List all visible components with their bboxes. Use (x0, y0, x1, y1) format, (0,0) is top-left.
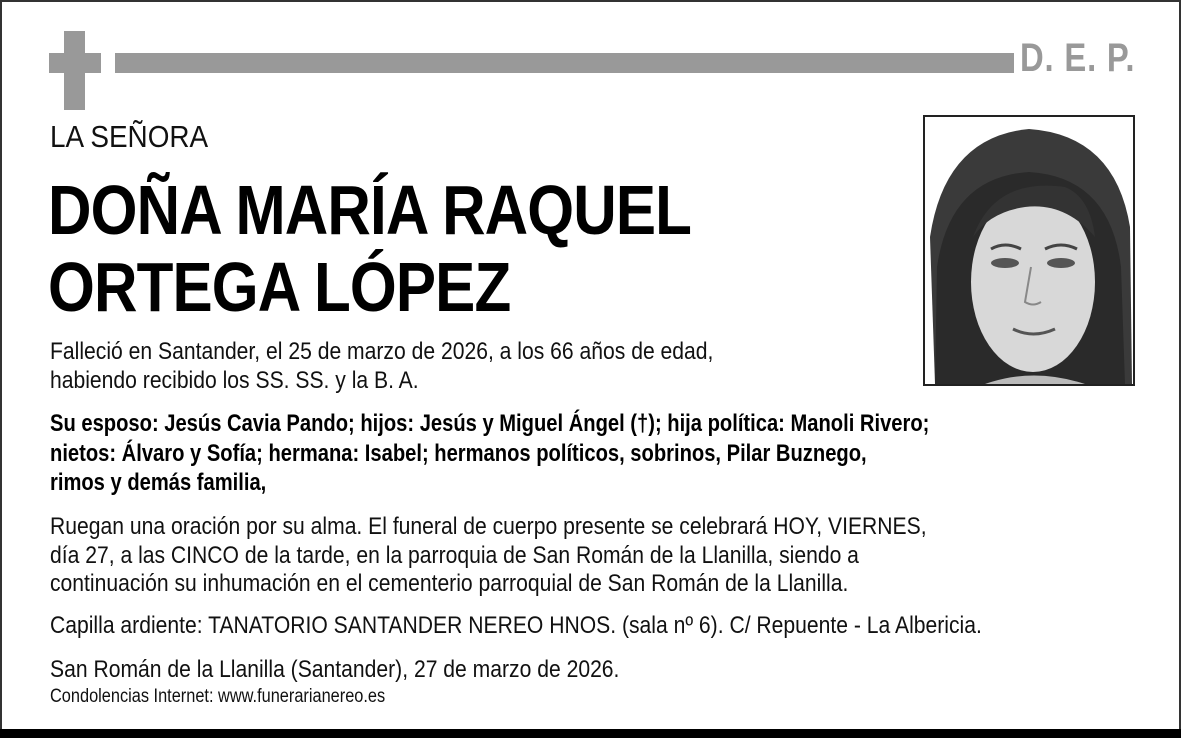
name-line-2: ORTEGA LÓPEZ (48, 248, 511, 326)
death-line-2: habiendo recibido los SS. SS. y la B. A. (50, 367, 419, 394)
honorific-prefix: LA SEÑORA (50, 119, 209, 154)
funeral-line-2: día 27, a las CINCO de la tarde, en la parroquia de San Román de la Llanilla, siendo a (50, 542, 859, 569)
name-line-1: DOÑA MARÍA RAQUEL (48, 171, 692, 249)
place-date: San Román de la Llanilla (Santander), 27 de marzo de 2026. (50, 656, 620, 683)
chapel-info: Capilla ardiente: TANATORIO SANTANDER NEREO HNOS. (sala nº 6). C/ Repuente - La Albericia. (50, 612, 982, 639)
portrait-image (925, 117, 1133, 384)
family-line-2: nietos: Álvaro y Sofía; hermana: Isabel; hermanos políticos, sobrinos, Pilar Buznego, (50, 440, 867, 467)
deceased-name (48, 172, 691, 326)
cross-icon-bar (49, 53, 101, 73)
death-line-1: Falleció en Santander, el 25 de marzo de 2026, a los 66 años de edad, (50, 338, 714, 365)
family-line-1: Su esposo: Jesús Cavia Pando; hijos: Jesús y Miguel Ángel (†); hija política: Manoli Rivero; (50, 410, 930, 437)
condolences-link[interactable]: Condolencias Internet: www.funerarianereo.es (50, 686, 386, 707)
portrait-photo (923, 115, 1135, 386)
family-line-3: rimos y demás familia, (50, 469, 267, 496)
header-rule (115, 53, 1014, 73)
funeral-line-1: Ruegan una oración por su alma. El funeral de cuerpo presente se celebrará HOY, VIERNES, (50, 513, 927, 540)
dep-label: D. E. P. (1020, 36, 1136, 80)
funeral-line-3: continuación su inhumación en el cementerio parroquial de San Román de la Llanilla. (50, 570, 849, 597)
